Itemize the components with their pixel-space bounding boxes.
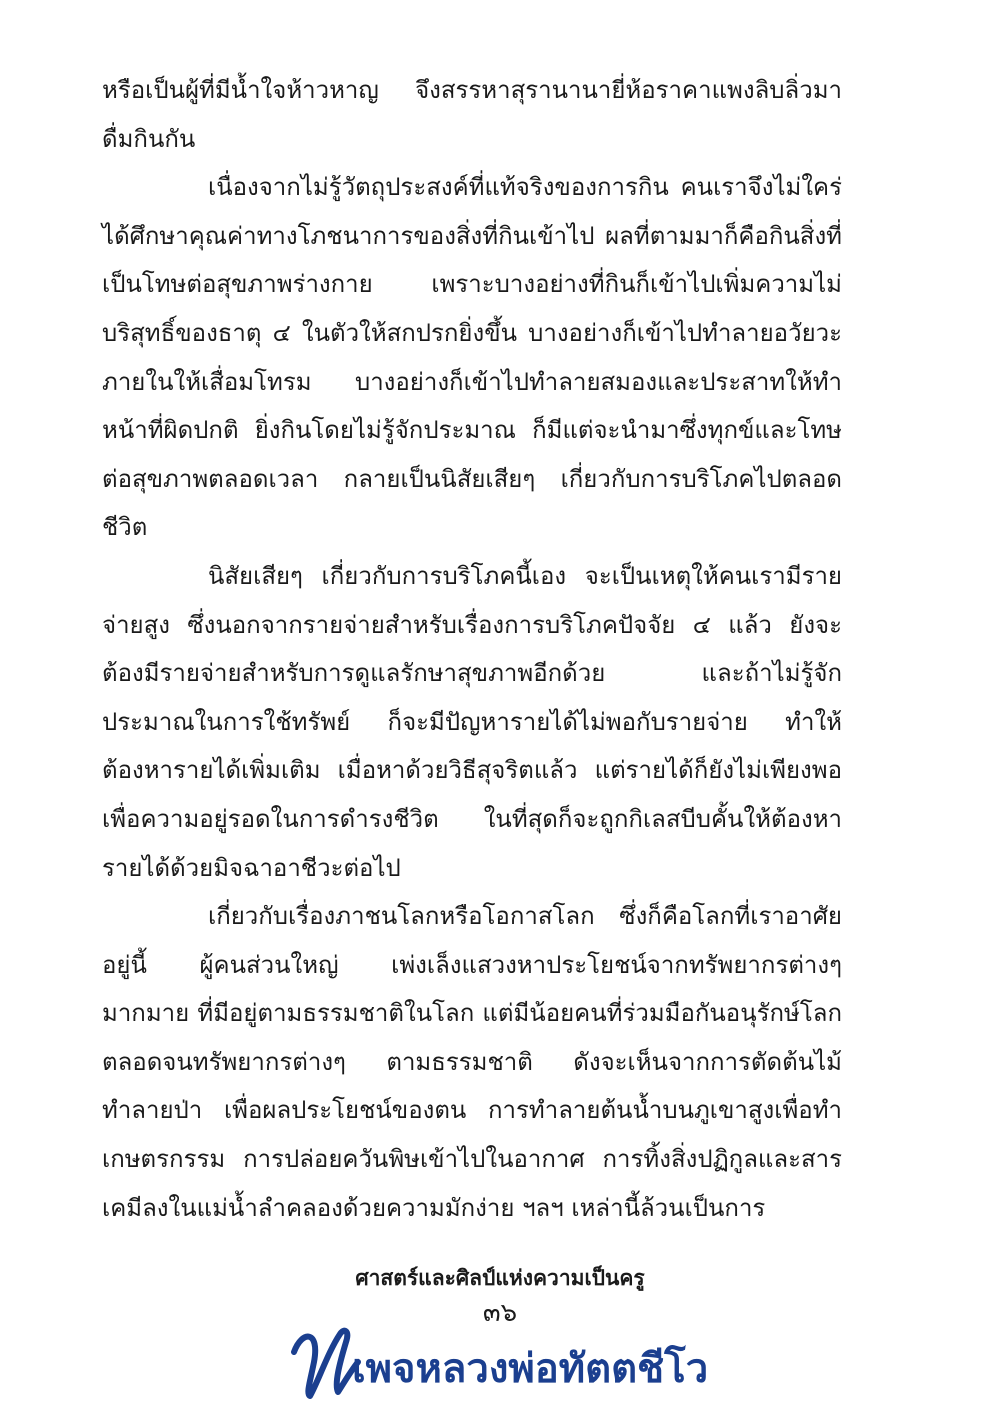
brand-logo	[280, 1322, 740, 1402]
footer-title: ศาสตร์และศิลป์แห่งความเป็นครู	[355, 1266, 645, 1290]
page-number: ๓๖	[482, 1298, 518, 1328]
paragraph-continuation: หรือเป็นผู้ที่มีน้ำใจห้าวหาญ จึงสรรหาสุรานานายี่ห้อราคาแพงลิบลิ่วมาดื่มกินกัน	[102, 76, 842, 153]
paragraph-world-resources: เกี่ยวกับเรื่องภาชนโลกหรือโอกาสโลก ซึ่งก็คือโลกที่เราอาศัยอยู่นี้ ผู้คนส่วนใหญ่ เพ่งเล็งแสวงหาประโยชน์จากทรัพยากรต่างๆ มากมาย ที่มีอยู่ตามธรรมชาติในโลก แต่มีน้อยคนที่ร่วมมือกันอนุรักษ์โลกตลอดจนทรัพยากรต่างๆ ตามธรรมชาติ ดังจะเห็นจากการตัดต้นไม้ทำลายป่า เพื่อผลประโยชน์ของตน การทำลายต้นน้ำบนภูเขาสูงเพื่อทำเกษตรกรรม การปล่อยควันพิษเข้าไปในอากาศ การทิ้งสิ่งปฏิกูลและสารเคมีลงในแม่น้ำลำคลองด้วยความมักง่าย ฯลฯ เหล่านี้ล้วนเป็นการ	[102, 902, 842, 1222]
paragraph-purpose-of-eating: เนื่องจากไม่รู้วัตถุประสงค์ที่แท้จริงของการกิน คนเราจึงไม่ใคร่ได้ศึกษาคุณค่าทางโภชนาการของสิ่งที่กินเข้าไป ผลที่ตามมาก็คือกินสิ่งที่เป็นโทษต่อสุขภาพร่างกาย เพราะบางอย่างที่กินก็เข้าไปเพิ่มความไม่บริสุทธิ์ของธาตุ ๔ ในตัวให้สกปรกยิ่งขึ้น บางอย่างก็เข้าไปทำลายอวัยวะภายในให้เสื่อมโทรม บางอย่างก็เข้าไปทำลายสมองและประสาทให้ทำหน้าที่ผิดปกติ ยิ่งกินโดยไม่รู้จักประมาณ ก็มีแต่จะนำมาซึ่งทุกข์และโทษต่อสุขภาพตลอดเวลา กลายเป็นนิสัยเสียๆ เกี่ยวกับการบริโภคไปตลอดชีวิต	[102, 173, 842, 542]
body-text	[102, 66, 842, 1232]
paragraph-bad-habits: นิสัยเสียๆ เกี่ยวกับการบริโภคนี้เอง จะเป็นเหตุให้คนเรามีรายจ่ายสูง ซึ่งนอกจากรายจ่ายสำหรับเรื่องการบริโภคปัจจัย ๔ แล้ว ยังจะต้องมีรายจ่ายสำหรับการดูแลรักษาสุขภาพอีกด้วย และถ้าไม่รู้จักประมาณในการใช้ทรัพย์ ก็จะมีปัญหารายได้ไม่พอกับรายจ่าย ทำให้ต้องหารายได้เพิ่มเติม เมื่อหาด้วยวิธีสุจริตแล้ว แต่รายได้ก็ยังไม่เพียงพอเพื่อความอยู่รอดในการดำรงชีวิต ในที่สุดก็จะถูกกิเลสบีบคั้นให้ต้องหารายได้ด้วยมิจฉาอาชีวะต่อไป	[102, 561, 842, 882]
brand-name: เพจหลวงพ่อทัตตชีโว	[352, 1346, 709, 1392]
